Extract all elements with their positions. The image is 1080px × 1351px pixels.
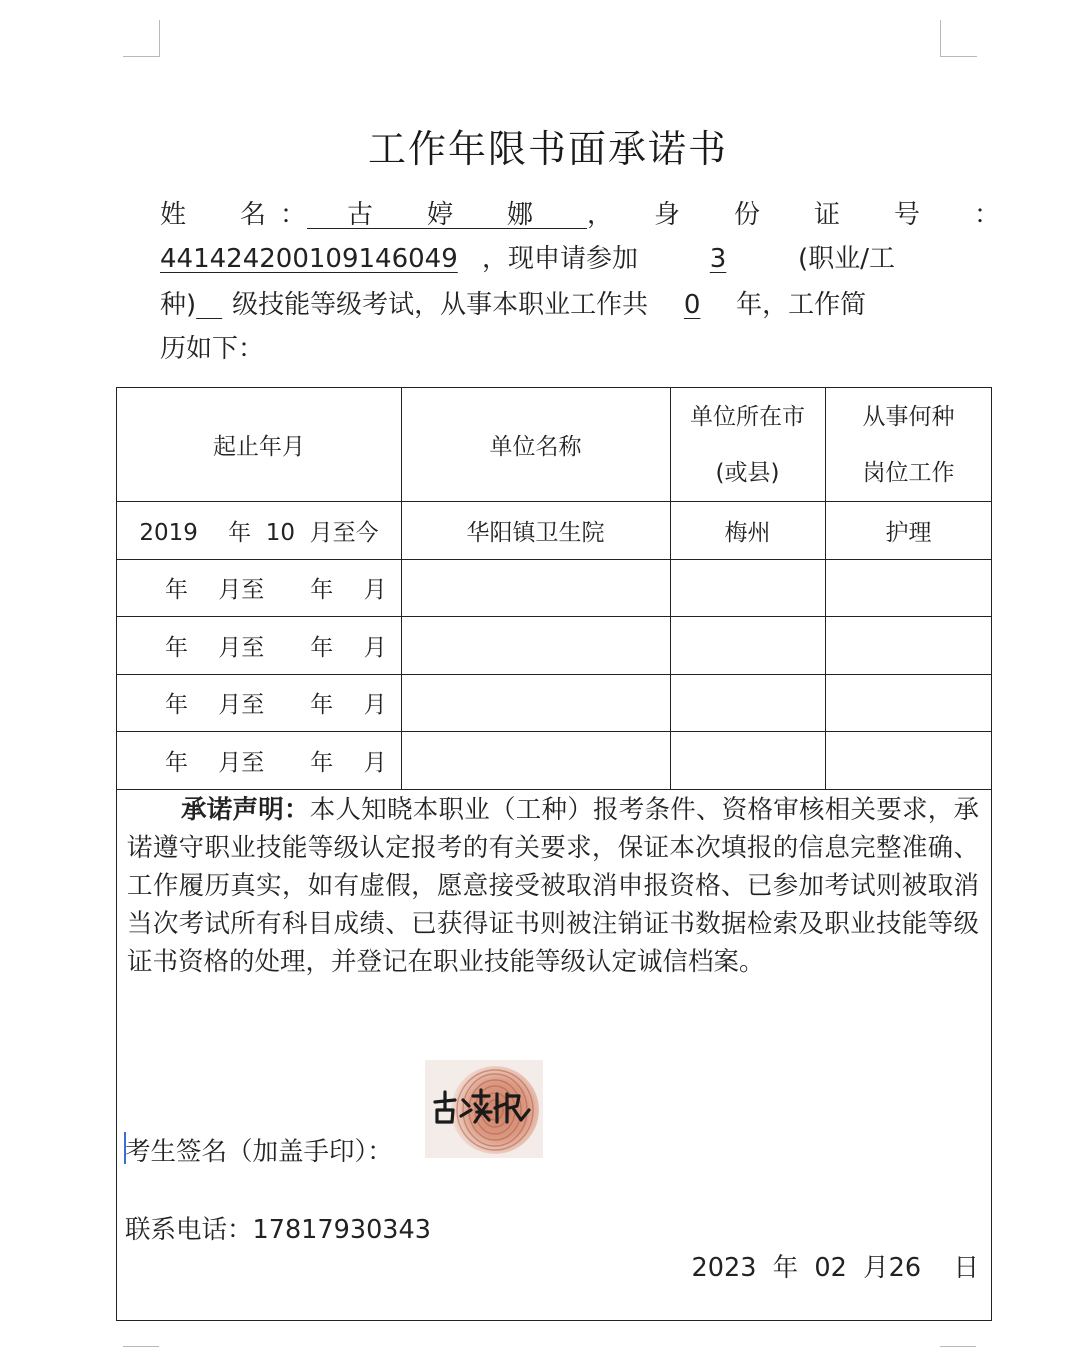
- header-position: 从事何种 岗位工作: [862, 403, 955, 486]
- name-value: 古 婷 娜: [307, 200, 588, 230]
- apply-text: ，现申请参加: [482, 244, 639, 274]
- sign-date: 2023 年 02 月26 日: [691, 1253, 979, 1283]
- crop-mark-top-right: [940, 20, 977, 57]
- header-period: 起止年月: [213, 434, 305, 460]
- table-cell-period: 2019 年 10 月至今: [139, 519, 379, 546]
- level-blank: [196, 290, 232, 320]
- intro-line-1: [160, 200, 1014, 230]
- table-cell-city: 梅州: [724, 519, 771, 546]
- table-cell-period: 年 月至 年 月: [165, 749, 387, 776]
- occupation-value: 3: [709, 244, 727, 274]
- intro-line-4: 历如下：: [160, 334, 265, 364]
- crop-mark-bottom-right: [940, 1346, 976, 1351]
- table-cell-position: 护理: [885, 519, 932, 546]
- intro-line-3: 种) 级技能等级考试，从事本职业工作共 0 年，工作简: [160, 290, 867, 320]
- fingerprint-signature-image: [425, 1060, 543, 1158]
- table-cell-period: 年 月至 年 月: [165, 634, 387, 661]
- header-unit-name: 单位名称: [489, 434, 582, 460]
- signature-label: 考生签名（加盖手印）：: [125, 1137, 393, 1167]
- crop-mark-top-left: [123, 20, 160, 57]
- id-number: 441424200109146049: [160, 244, 458, 274]
- phone-line: [125, 1210, 431, 1246]
- id-label: ， 身 份 证 号 ：: [587, 200, 1015, 230]
- fingerprint-signature-art: [425, 1060, 543, 1158]
- table-cell-period: 年 月至 年 月: [165, 577, 387, 603]
- table-cell-period: 年 月至 年 月: [165, 692, 387, 718]
- work-history-form: [116, 387, 992, 1321]
- occupation-suffix: (职业/工: [798, 244, 895, 274]
- header-unit-city: 单位所在市 (或县): [690, 403, 805, 486]
- declaration-label: 承诺声明：: [181, 795, 310, 825]
- years-value: 0: [683, 290, 701, 320]
- phone-value: 17817930343: [252, 1215, 431, 1245]
- document-title: 工作年限书面承诺书: [367, 127, 728, 171]
- crop-mark-bottom-left: [123, 1346, 159, 1351]
- declaration-text: 承诺声明：本人知晓本职业（工种）报考条件、资格审核相关要求，承诺遵守职业技能等级认定报考的有关要求，保证本次填报的信息完整准确、工作履历真实，如有虚假，愿意接受被取消申报资格、已参加考试则被取消当次考试所有科目成绩、已获得证书则被注销证书数据检索及职业技能等级证书资格的处理，并登记在职业技能等级认定诚信档案。: [127, 795, 979, 977]
- intro-line-2: [160, 244, 895, 274]
- phone-label: 联系电话：: [125, 1215, 253, 1245]
- name-label: 姓 名：: [160, 200, 308, 230]
- table-cell-unit: 华阳镇卫生院: [466, 519, 605, 546]
